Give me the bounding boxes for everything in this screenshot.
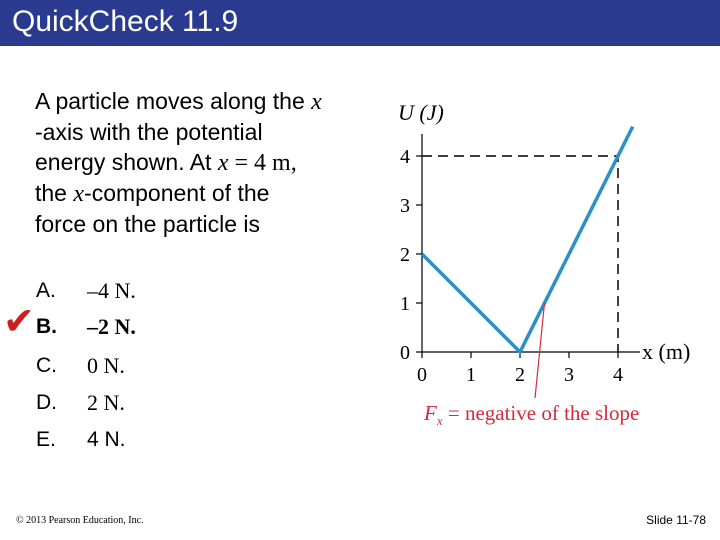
choice-letter: B.	[36, 315, 57, 338]
x-tick-label: 3	[564, 364, 574, 386]
x-axis-label: x (m)	[642, 339, 691, 364]
choice-letter: A.	[36, 279, 56, 302]
slope-annotation: $F_x$ = negative of the slope	[424, 401, 640, 428]
reference-dashed-line	[422, 156, 618, 352]
question-line-3: energy shown. At x = 4 m,	[35, 149, 297, 176]
choice-value: –2 N.	[87, 314, 136, 339]
choice-value: 2 N.	[87, 390, 125, 415]
choice-value: 4 N.	[87, 428, 126, 451]
choice-letter: D.	[36, 391, 57, 414]
choice-value: –4 N.	[87, 278, 136, 303]
question-line-5: force on the particle is	[35, 211, 261, 237]
choice-value: 0 N.	[87, 353, 125, 378]
x-tick-label: 4	[613, 364, 623, 386]
y-tick-label: 2	[400, 244, 410, 266]
question-line-1: A particle moves along the x	[35, 88, 322, 115]
question-line-4: the x-component of the	[35, 180, 270, 207]
potential-energy-graph	[380, 90, 700, 440]
check-mark-icon: ✔	[3, 301, 35, 343]
choice-letter: E.	[36, 428, 56, 451]
copyright-text: © 2013 Pearson Education, Inc.	[16, 515, 144, 526]
x-tick-label: 2	[515, 364, 525, 386]
slide-title: QuickCheck 11.9	[12, 5, 239, 38]
x-ticks	[417, 352, 623, 386]
slide-number: Slide 11-78	[646, 513, 706, 527]
choice-letter: C.	[36, 354, 57, 377]
potential-energy-line	[422, 127, 633, 352]
y-tick-label: 3	[400, 195, 410, 217]
title-bar	[0, 0, 720, 46]
y-tick-label: 1	[400, 293, 410, 315]
x-tick-label: 0	[417, 364, 427, 386]
question-line-2: -axis with the potential	[35, 119, 263, 145]
x-tick-label: 1	[466, 364, 476, 386]
y-ticks	[400, 146, 422, 364]
y-tick-label: 4	[400, 146, 410, 168]
y-axis-label: U (J)	[398, 100, 444, 125]
question-text	[35, 86, 375, 239]
y-tick-label: 0	[400, 342, 410, 364]
